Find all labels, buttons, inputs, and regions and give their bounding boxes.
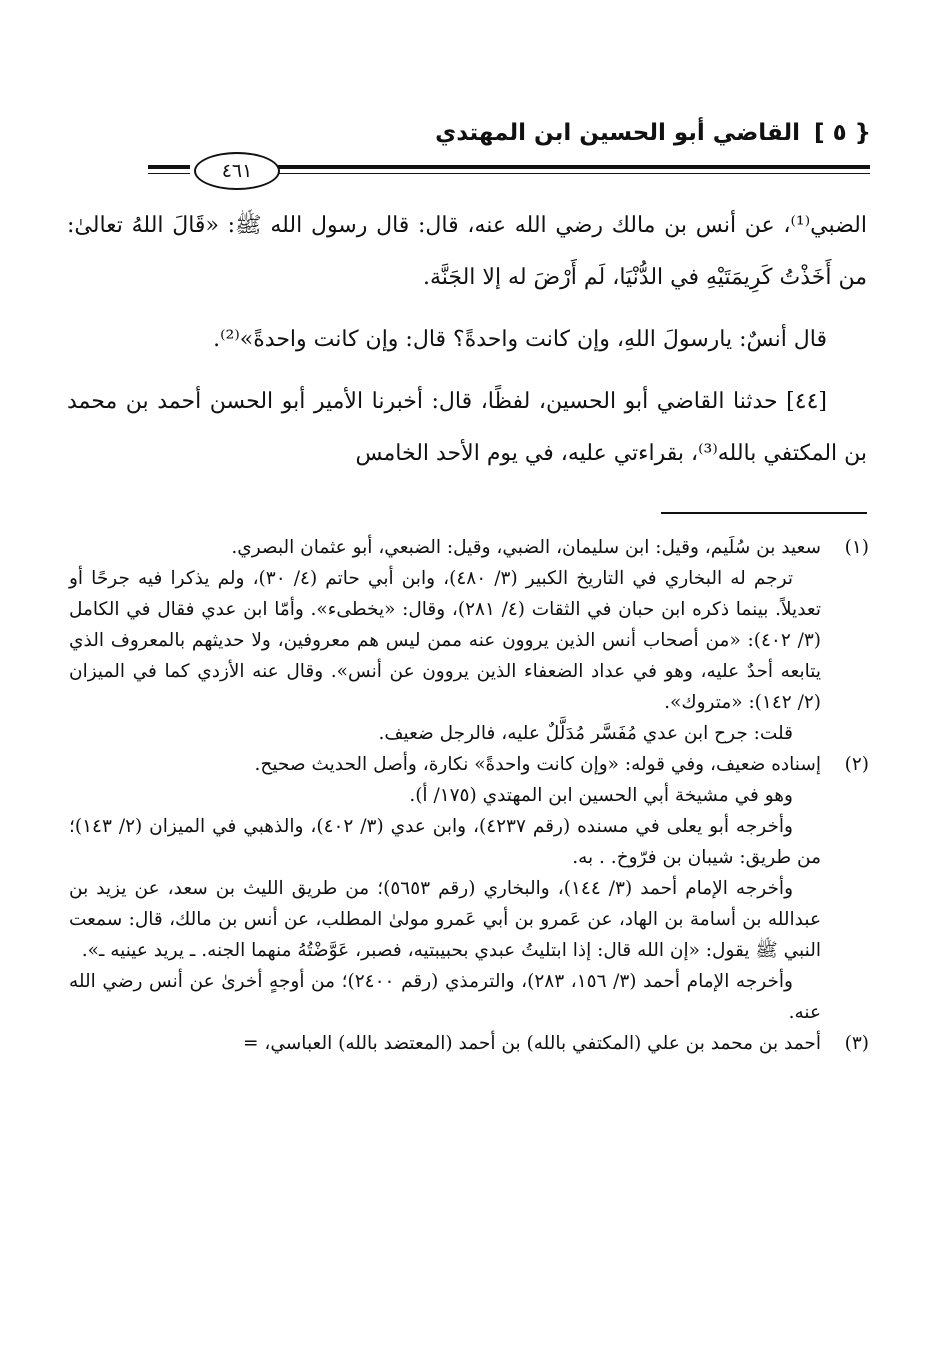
running-title: القاضي أبو الحسين ابن المهتدي [435,120,801,146]
footnotes [69,532,869,1059]
footnote-number: (٢) [844,754,869,775]
footnote-line: إسناده ضعيف، وفي قوله: «وإن كانت واحدةً» نكارة، وأصل الحديث صحيح. [254,754,821,775]
footnote-line: وأخرجه الإمام أحمد (٣/ ١٤٤)، والبخاري (رقم ٥٦٥٣)؛ من طريق الليث بن سعد، عن يزيد بن عبدالله بن أسامة بن الهاد، عن عَمرو بن أبي عَمرو مولىٰ المطلب، عن أنس بن مالك، قال: سمعت النبي ﷺ يقول: «إن الله قال: إذا ابتليتُ عبدي بحبيبتيه، فصبر، عَوَّضْتُهُ منهما الجنه. ـ يريد عينيه ـ». [69,878,821,961]
main-paragraph-1: الضبي⁽¹⁾، عن أنس بن مالك رضي الله عنه، قال: قال رسول الله ﷺ: «قَالَ اللهُ تعالىٰ: من أَخَذْتُ كَرِيمَتَيْهِ في الدُّنْيَا، لَم أَرْضَ له إلا الجَنَّة. [67,213,867,290]
footnote-line: وهو في مشيخة أبي الحسين ابن المهتدي (١٧٥/ أ). [409,785,793,806]
header-rule-short [148,165,190,174]
footnote-line: سعيد بن سُلَيم، وقيل: ابن سليمان، الضبي، وقيل: الضبعي، أبو عثمان البصري. [231,537,821,558]
page-number-badge [194,152,280,190]
main-paragraph-3: [٤٤] حدثنا القاضي أبو الحسين، لفظًا، قال: أخبرنا الأمير أبو الحسن أحمد بن محمد بن المكتفي بالله⁽³⁾، بقراءتي عليه، في يوم الأحد الخامس [67,389,867,466]
footnote-line: ترجم له البخاري في التاريخ الكبير (٣/ ٤٨٠)، وابن أبي حاتم (٤/ ٣٠)، ولم يذكرا فيه جرحًا أو تعديلاً. بينما ذكره ابن حبان في الثقات (٤/ ٢٨١)، وقال: «يخطىء». وأمّا ابن عدي فقال في الكامل (٣/ ٤٠٢): «من أصحاب أنس الذين يروون عنه ممن ليس هم معروفين، ولا حديثهم بالمعروف الذي يتابعه أحدٌ عليه، وهو في عداد الضعفاء الذين يروون عن أنس». وقال عنه الأزدي كما في الميزان (٢/ ١٤٢): «متروك». [69,568,821,713]
footnote-3 [69,1028,869,1059]
footnote-number: (٣) [844,1033,869,1054]
footnote-line: وأخرجه الإمام أحمد (٣/ ١٥٦، ٢٨٣)، والترمذي (رقم ٢٤٠٠)؛ من أوجهٍ أخرىٰ عن أنس رضي الله عنه. [69,971,821,1023]
footnote-body [69,749,821,1028]
footnote-2 [69,749,869,1028]
main-text [67,200,867,480]
main-paragraph-2: قال أنسٌ: يارسولَ اللهِ، وإن كانت واحدةً؟ قال: وإن كانت واحدةً»⁽²⁾. [213,327,827,352]
footnote-body [69,1028,821,1059]
header-rule-long [278,165,870,174]
footnote-1 [69,532,869,749]
header-rule [148,152,870,192]
footnote-number: (١) [844,537,869,558]
page-number: ٤٦١ [221,160,253,182]
running-header [435,120,871,146]
footnote-line: وأخرجه أبو يعلى في مسنده (رقم ٤٢٣٧)، وابن عدي (٣/ ٤٠٢)، والذهبي في الميزان (٢/ ١٤٣)؛ من طريق: شيبان بن فرّوخ. . به. [69,816,821,868]
footnote-separator [661,512,867,514]
footnote-line: قلت: جرح ابن عدي مُفَسَّر مُدَلَّلٌ عليه، فالرجل ضعيف. [378,723,793,744]
footnote-body [69,532,821,749]
section-number: { ٥ ] [814,120,871,146]
footnote-line: أحمد بن محمد بن علي (المكتفي بالله) بن أحمد (المعتضد بالله) العباسي، = [243,1033,821,1054]
